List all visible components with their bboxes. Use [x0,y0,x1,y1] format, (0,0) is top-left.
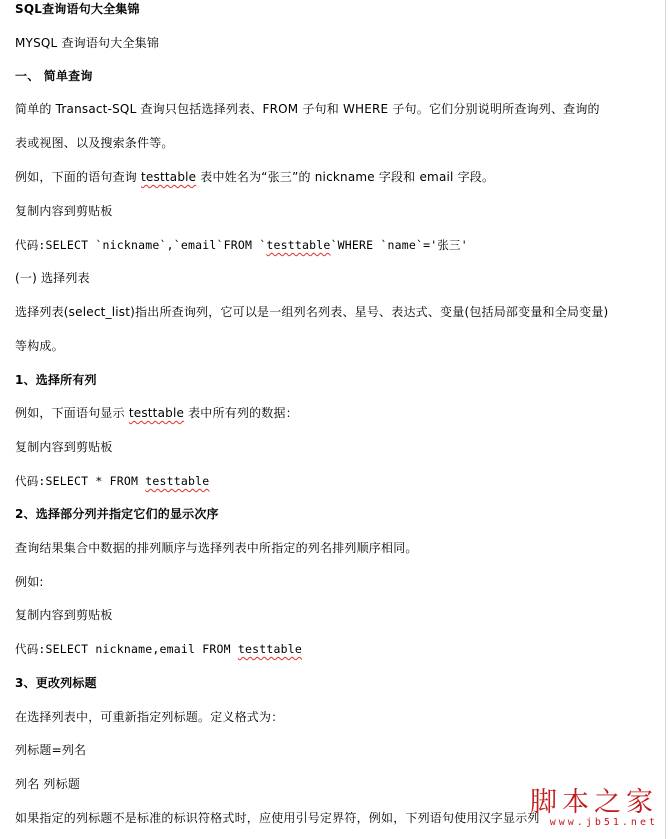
code-1-post-text: `WHERE `name`='张三' [330,238,468,252]
table-name-spellcheck: testtable [128,406,185,420]
code-line-3 [15,641,302,657]
table-name-spellcheck: testtable [141,170,197,184]
select-list-paragraph-line-2: 等构成。 [15,339,64,353]
example-1-post-text: 表中姓名为“张三”的 nickname 字段和 email 字段。 [196,170,495,184]
code-line-1 [15,237,468,253]
table-name-spellcheck: testtable [266,238,331,252]
code-3-pre-text: 代码:SELECT nickname,email FROM [15,642,238,656]
heading-select-all-columns: 1、选择所有列 [15,373,97,387]
page-border [665,0,666,839]
intro-paragraph-line-1: 简单的 Transact-SQL 查询只包括选择列表、FROM 子句和 WHERE 子句。它们分别说明所查询列、查询的 [15,102,600,116]
copy-to-clipboard-label[interactable]: 复制内容到剪贴板 [15,440,113,454]
subsection-heading-select-list: (一) 选择列表 [15,271,90,285]
example-2-pre-text: 例如，下面语句显示 [15,406,129,420]
watermark-url: www.jb51.net [549,817,658,828]
document-title: SQL查询语句大全集锦 [15,2,140,16]
rename-paragraph: 在选择列表中，可重新指定列标题。定义格式为： [15,710,284,724]
select-list-paragraph-line-1: 选择列表(select_list)指出所查询列，它可以是一组列名列表、星号、表达式、变量(包括局部变量和全局变量) [15,305,609,319]
heading-select-partial-columns: 2、选择部分列并指定它们的显示次序 [15,507,219,521]
watermark-title: 脚本之家 [530,787,658,818]
quoted-title-paragraph: 如果指定的列标题不是标准的标识符格式时，应使用引号定界符，例如，下列语句使用汉字显示列 [15,811,540,825]
example-paragraph-1 [15,169,494,185]
table-name-spellcheck: testtable [237,642,302,656]
example-paragraph-2 [15,405,298,421]
example-1-pre-text: 例如，下面的语句查询 [15,170,142,184]
code-2-pre-text: 代码:SELECT * FROM [15,474,146,488]
code-1-pre-text: 代码:SELECT `nickname`,`email`FROM ` [15,238,267,252]
intro-paragraph-line-2: 表或视图、以及搜索条件等。 [15,136,174,150]
code-line-2 [15,473,209,489]
column-order-paragraph: 查询结果集合中数据的排列顺序与选择列表中所指定的列名排列顺序相同。 [15,541,418,555]
section-heading-simple-query: 一、 简单查询 [15,69,93,83]
table-name-spellcheck: testtable [145,474,210,488]
copy-to-clipboard-label[interactable]: 复制内容到剪贴板 [15,204,113,218]
copy-to-clipboard-label[interactable]: 复制内容到剪贴板 [15,608,113,622]
heading-rename-column-title: 3、更改列标题 [15,676,97,690]
document-subtitle: MYSQL 查询语句大全集锦 [15,36,160,50]
site-watermark [530,789,658,829]
example-2-post-text: 表中所有列的数据： [184,406,298,420]
format-example-2: 列名 列标题 [15,777,81,791]
example-label: 例如: [15,575,44,589]
format-example-1: 列标题=列名 [15,743,87,757]
